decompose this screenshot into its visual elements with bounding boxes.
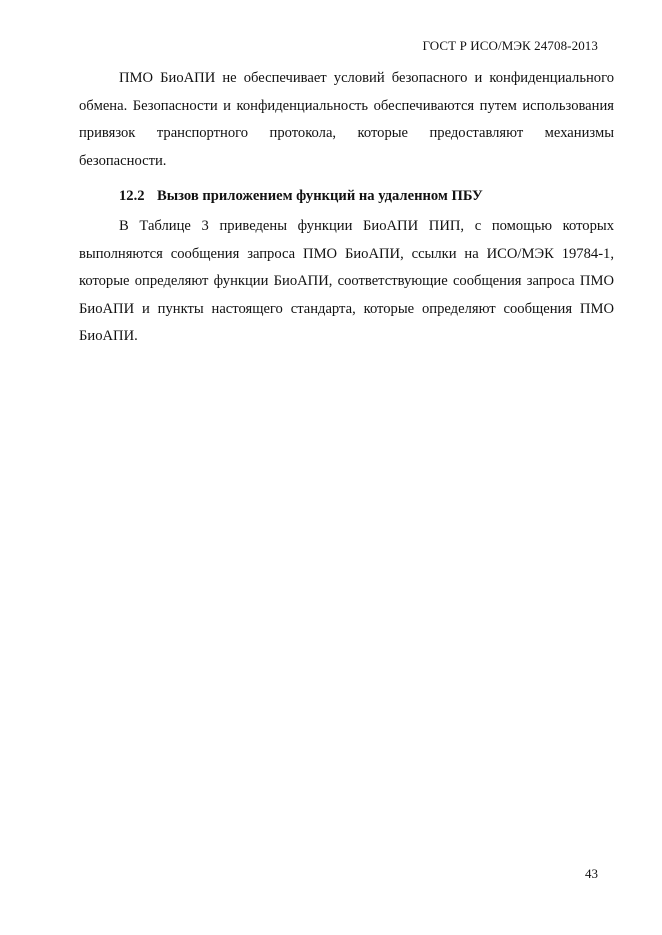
paragraph-security: ПМО БиоАПИ не обеспечивает условий безопасного и конфиденциального обмена. Безопасности и конфиденциальность обеспечиваются путем использования привязок транспортного протокола, которые предоставляют механизмы безопасности.	[79, 70, 614, 169]
section-number: 12.2	[119, 188, 145, 205]
section-title: Вызов приложением функций на удаленном ПБУ	[157, 188, 483, 205]
section-heading	[79, 183, 614, 211]
paragraph-table-reference: В Таблице 3 приведены функции БиоАПИ ПИП, с помощью которых выполняются сообщения запроса ПМО БиоАПИ, ссылки на ИСО/МЭК 19784-1, которые определяют функции БиоАПИ, соответствующие сообщения запроса ПМО БиоАПИ и пункты настоящего стандарта, которые определяют сообщения ПМО БиоАПИ.	[79, 217, 614, 345]
page-content	[79, 65, 614, 351]
page-number: 43	[585, 866, 598, 881]
standard-header: ГОСТ Р ИСО/МЭК 24708-2013	[422, 38, 598, 53]
